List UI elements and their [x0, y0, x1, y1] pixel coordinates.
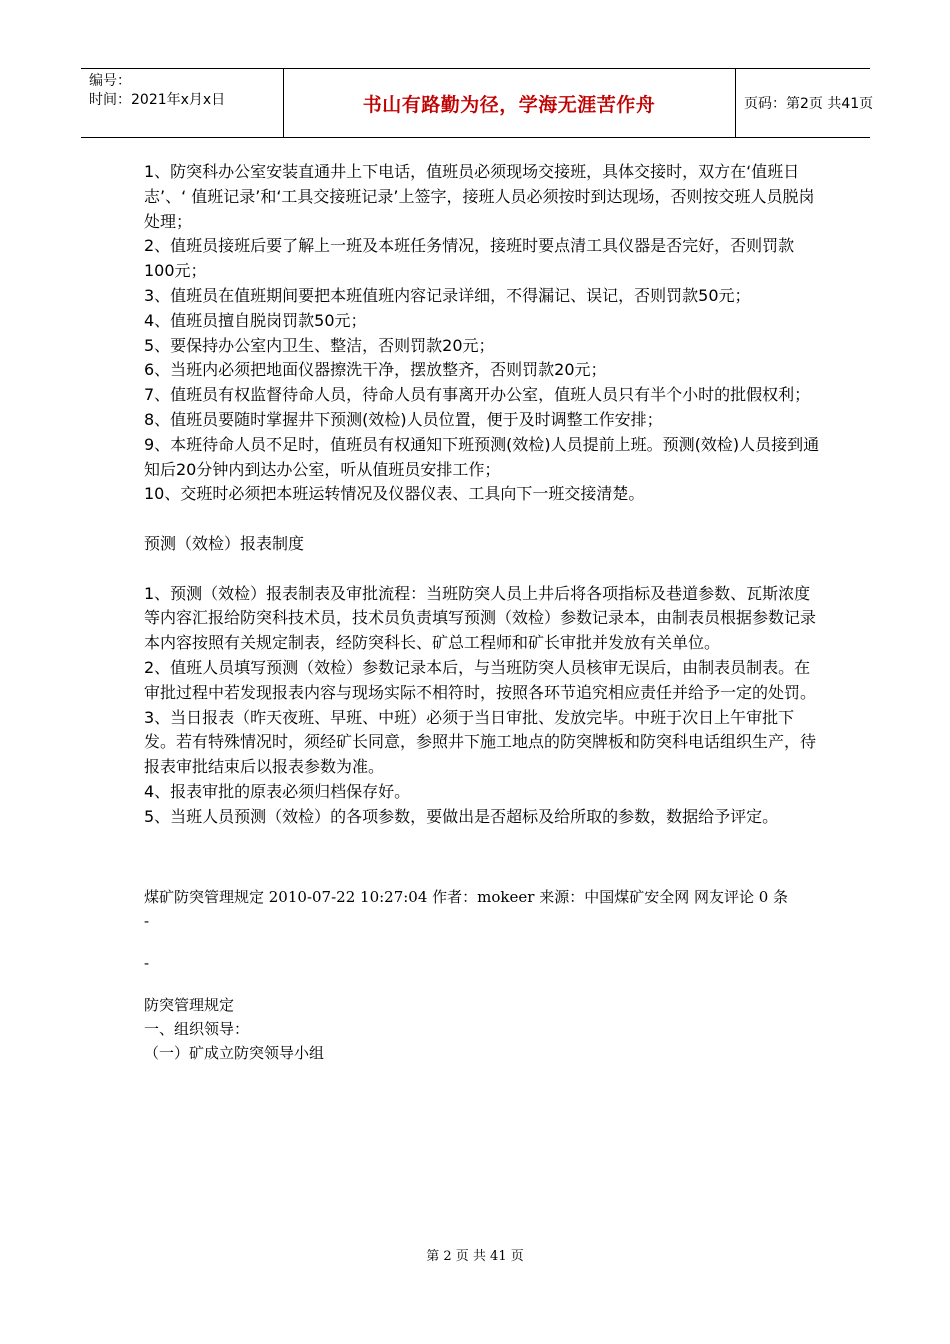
report-rule-item: 5、当班人员预测（效检）的各项参数，要做出是否超标及给所取的参数，数据给予评定。	[144, 806, 779, 826]
header-right-cell	[736, 69, 874, 137]
header-page-info: 页码：第2页 共41页	[744, 96, 874, 112]
report-rule-item: 1、预测（效检）报表制表及审批流程：当班防突人员上井后将各项指标及巷道参数、瓦斯浓度等内容汇报给防突科技术员，技术员负责填写预测（效检）参数记录本，由制表员根据参数记录本内容按照有关规定制表，经防突科长、矿总工程师和矿长审批并发放有关单位。	[144, 583, 817, 653]
document-body	[144, 160, 824, 1065]
duty-rule-item: 6、当班内必须把地面仪器擦洗干净，摆放整齐，否则罚款20元；	[144, 360, 607, 380]
page-footer: 第 2 页 共 41 页	[426, 1249, 524, 1264]
duty-rule-item: 10、交班时必须把本班运转情况及仪器仪表、工具向下一班交接清楚。	[144, 484, 645, 504]
report-rules-list	[144, 582, 824, 830]
duty-rule-item: 1、防突科办公室安装直通井上下电话，值班员必须现场交接班，具体交接时，双方在‘值班日志’、‘ 值班记录’和‘工具交接班记录’上签字，接班人员必须按时到达现场，否则按交班人员脱岗处理；	[144, 162, 815, 231]
separator-dash: -	[144, 953, 150, 972]
report-rule-item: 2、值班人员填写预测（效检）参数记录本后，与当班防突人员核审无误后，由制表员制表。在审批过程中若发现报表内容与现场实际不相符时，按照各环节追究相应责任并给予一定的处罚。	[144, 657, 817, 702]
duty-rule-item: 9、本班待命人员不足时，值班员有权通知下班预测(效检)人员提前上班。预测(效检)人员接到通知后20分钟内到达办公室，听从值班员安排工作；	[144, 434, 820, 479]
duty-rule-item: 3、值班员在值班期间要把本班值班内容记录详细，不得漏记、误记，否则罚款50元；	[144, 285, 751, 305]
header-left-cell	[81, 69, 284, 137]
section-title-rules: 防突管理规定	[144, 995, 235, 1014]
duty-rule-item: 7、值班员有权监督待命人员，待命人员有事离开办公室，值班人员只有半个小时的批假权利；	[144, 385, 811, 405]
page-header	[81, 68, 874, 138]
report-rule-item: 3、当日报表（昨天夜班、早班、中班）必须于当日审批、发放完毕。中班于次日上午审批下发。若有特殊情况时，须经矿长同意，参照井下施工地点的防突牌板和防突科电话组织生产，待报表审批结束后以报表参数为准。	[144, 707, 817, 777]
duty-rule-item: 8、值班员要随时掌握井下预测(效检)人员位置，便于及时调整工作安排；	[144, 409, 663, 429]
header-motto: 书山有路勤为径，学海无涯苦作舟	[362, 93, 656, 116]
header-middle-cell	[283, 69, 736, 137]
number-label: 编号：	[89, 73, 131, 89]
article-meta: 煤矿防突管理规定 2010-07-22 10:27:04 作者：mokeer 来源：中国煤矿安全网 网友评论 0 条	[144, 887, 789, 906]
outline-subheading: （一）矿成立防突领导小组	[144, 1043, 325, 1062]
outline-heading: 一、组织领导：	[144, 1019, 250, 1038]
duty-rule-item: 2、值班员接班后要了解上一班及本班任务情况，接班时要点清工具仪器是否完好，否则罚款100元；	[144, 236, 795, 281]
report-rule-item: 4、报表审批的原表必须归档保存好。	[144, 781, 411, 801]
separator-dash: -	[144, 911, 150, 930]
duty-rules-list	[144, 160, 824, 507]
duty-rule-item: 5、要保持办公室内卫生、整洁，否则罚款20元；	[144, 335, 495, 355]
duty-rule-item: 4、值班员擅自脱岗罚款50元；	[144, 310, 367, 330]
time-label: 时间：2021年x月x日	[89, 92, 226, 108]
section-title-report: 预测（效检）报表制度	[144, 533, 305, 553]
